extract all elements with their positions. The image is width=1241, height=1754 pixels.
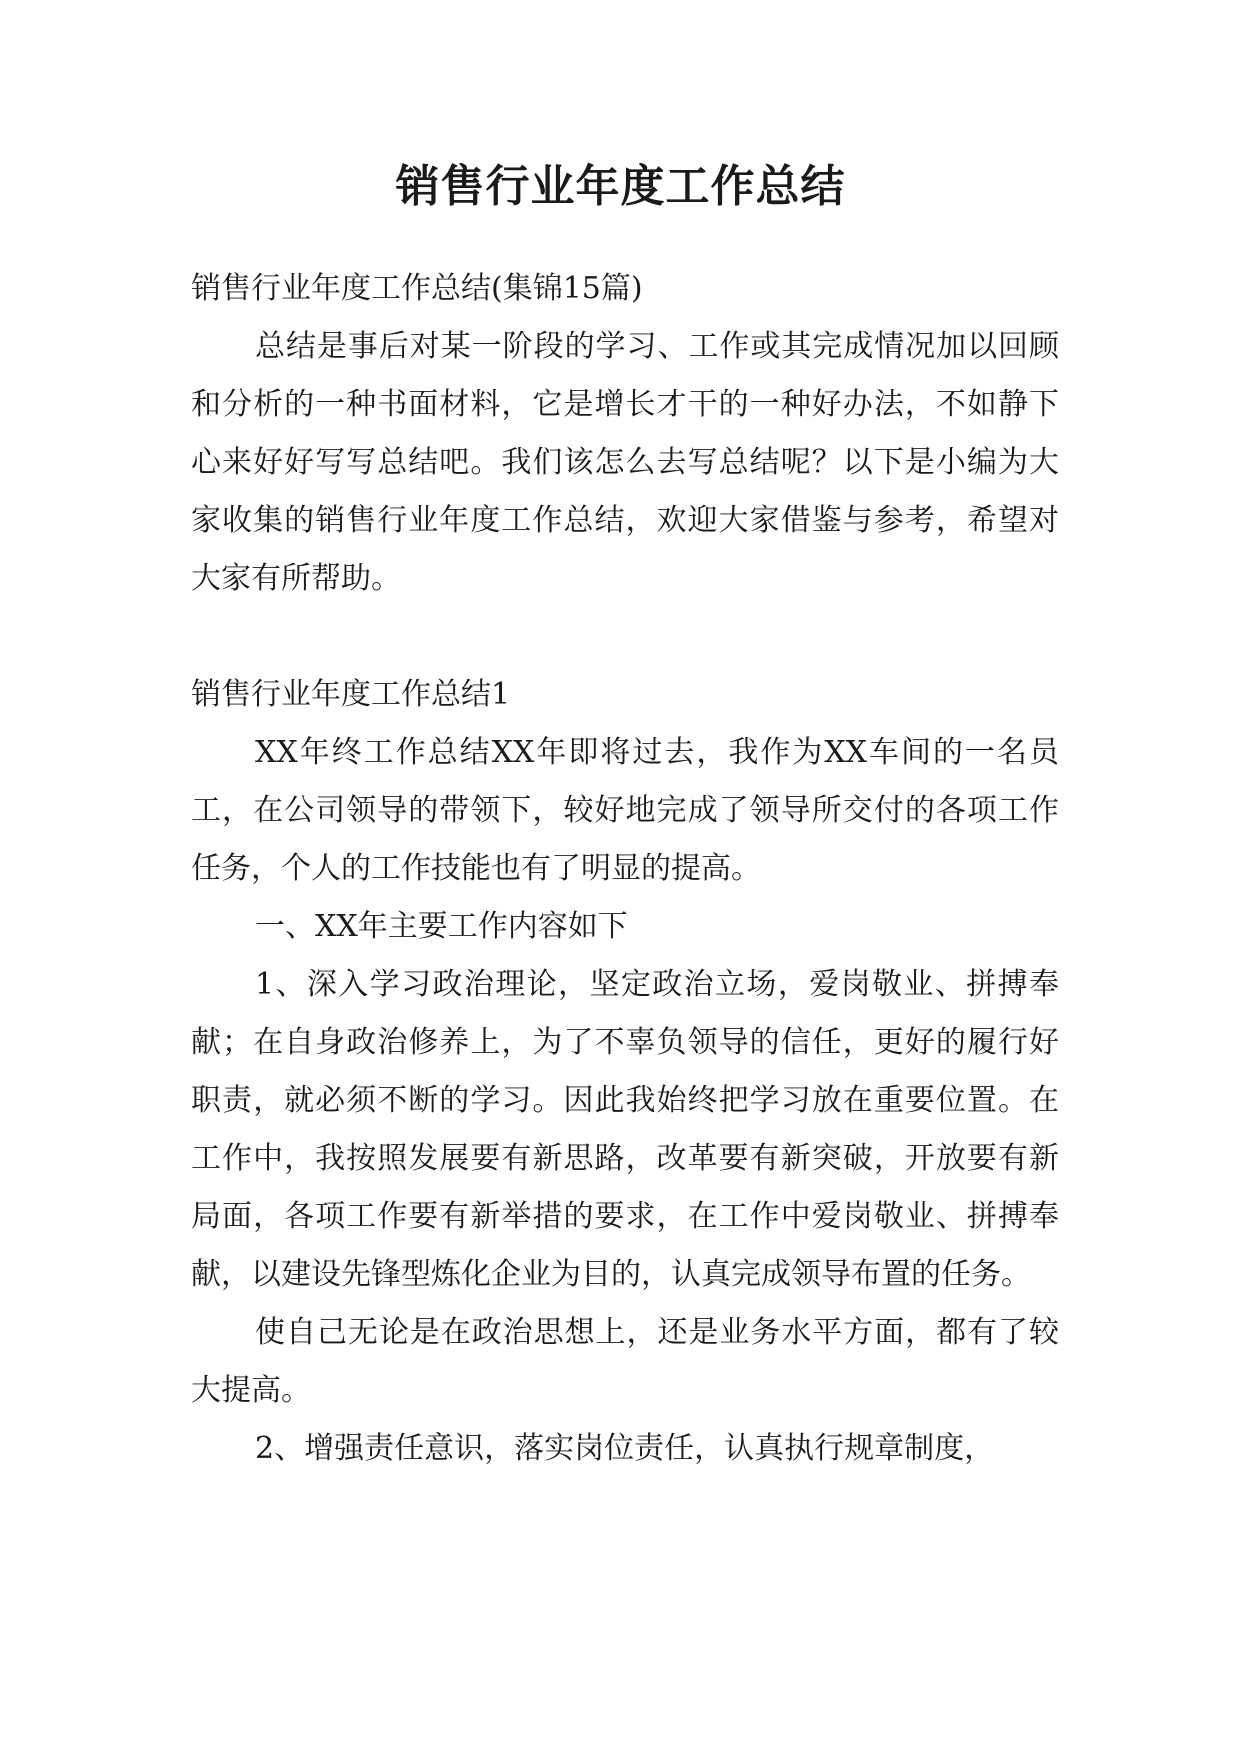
body-paragraph: XX年终工作总结XX年即将过去，我作为XX车间的一名员工，在公司领导的带领下，较好地完成了领导所交付的各项工作任务，个人的工作技能也有了明显的提高。 bbox=[191, 735, 1059, 886]
body-paragraph: 一、XX年主要工作内容如下 bbox=[255, 909, 628, 944]
body-paragraph: 使自己无论是在政治思想上，还是业务水平方面，都有了较大提高。 bbox=[191, 1315, 1059, 1408]
document-subtitle: 销售行业年度工作总结(集锦15篇) bbox=[191, 271, 643, 306]
document-title: 销售行业年度工作总结 bbox=[395, 161, 846, 212]
section-heading: 销售行业年度工作总结1 bbox=[191, 677, 511, 712]
document-body bbox=[191, 260, 1059, 1478]
section-gap bbox=[191, 608, 1059, 666]
body-paragraph: 1、深入学习政治理论，坚定政治立场，爱岗敬业、拼搏奉献；在自身政治修养上，为了不辜负领导的信任，更好的履行好职责，就必须不断的学习。因此我始终把学习放在重要位置。在工作中，我按照发展要有新思路，改革要有新突破，开放要有新局面，各项工作要有新举措的要求，在工作中爱岗敬业、拼搏奉献，以建设先锋型炼化企业为目的，认真完成领导布置的任务。 bbox=[191, 967, 1059, 1292]
body-paragraph: 2、增强责任意识，落实岗位责任，认真执行规章制度， bbox=[255, 1431, 995, 1466]
intro-paragraph: 总结是事后对某一阶段的学习、工作或其完成情况加以回顾和分析的一种书面材料，它是增长才干的一种好办法，不如静下心来好好写写总结吧。我们该怎么去写总结呢？以下是小编为大家收集的销售行业年度工作总结，欢迎大家借鉴与参考，希望对大家有所帮助。 bbox=[191, 329, 1059, 596]
